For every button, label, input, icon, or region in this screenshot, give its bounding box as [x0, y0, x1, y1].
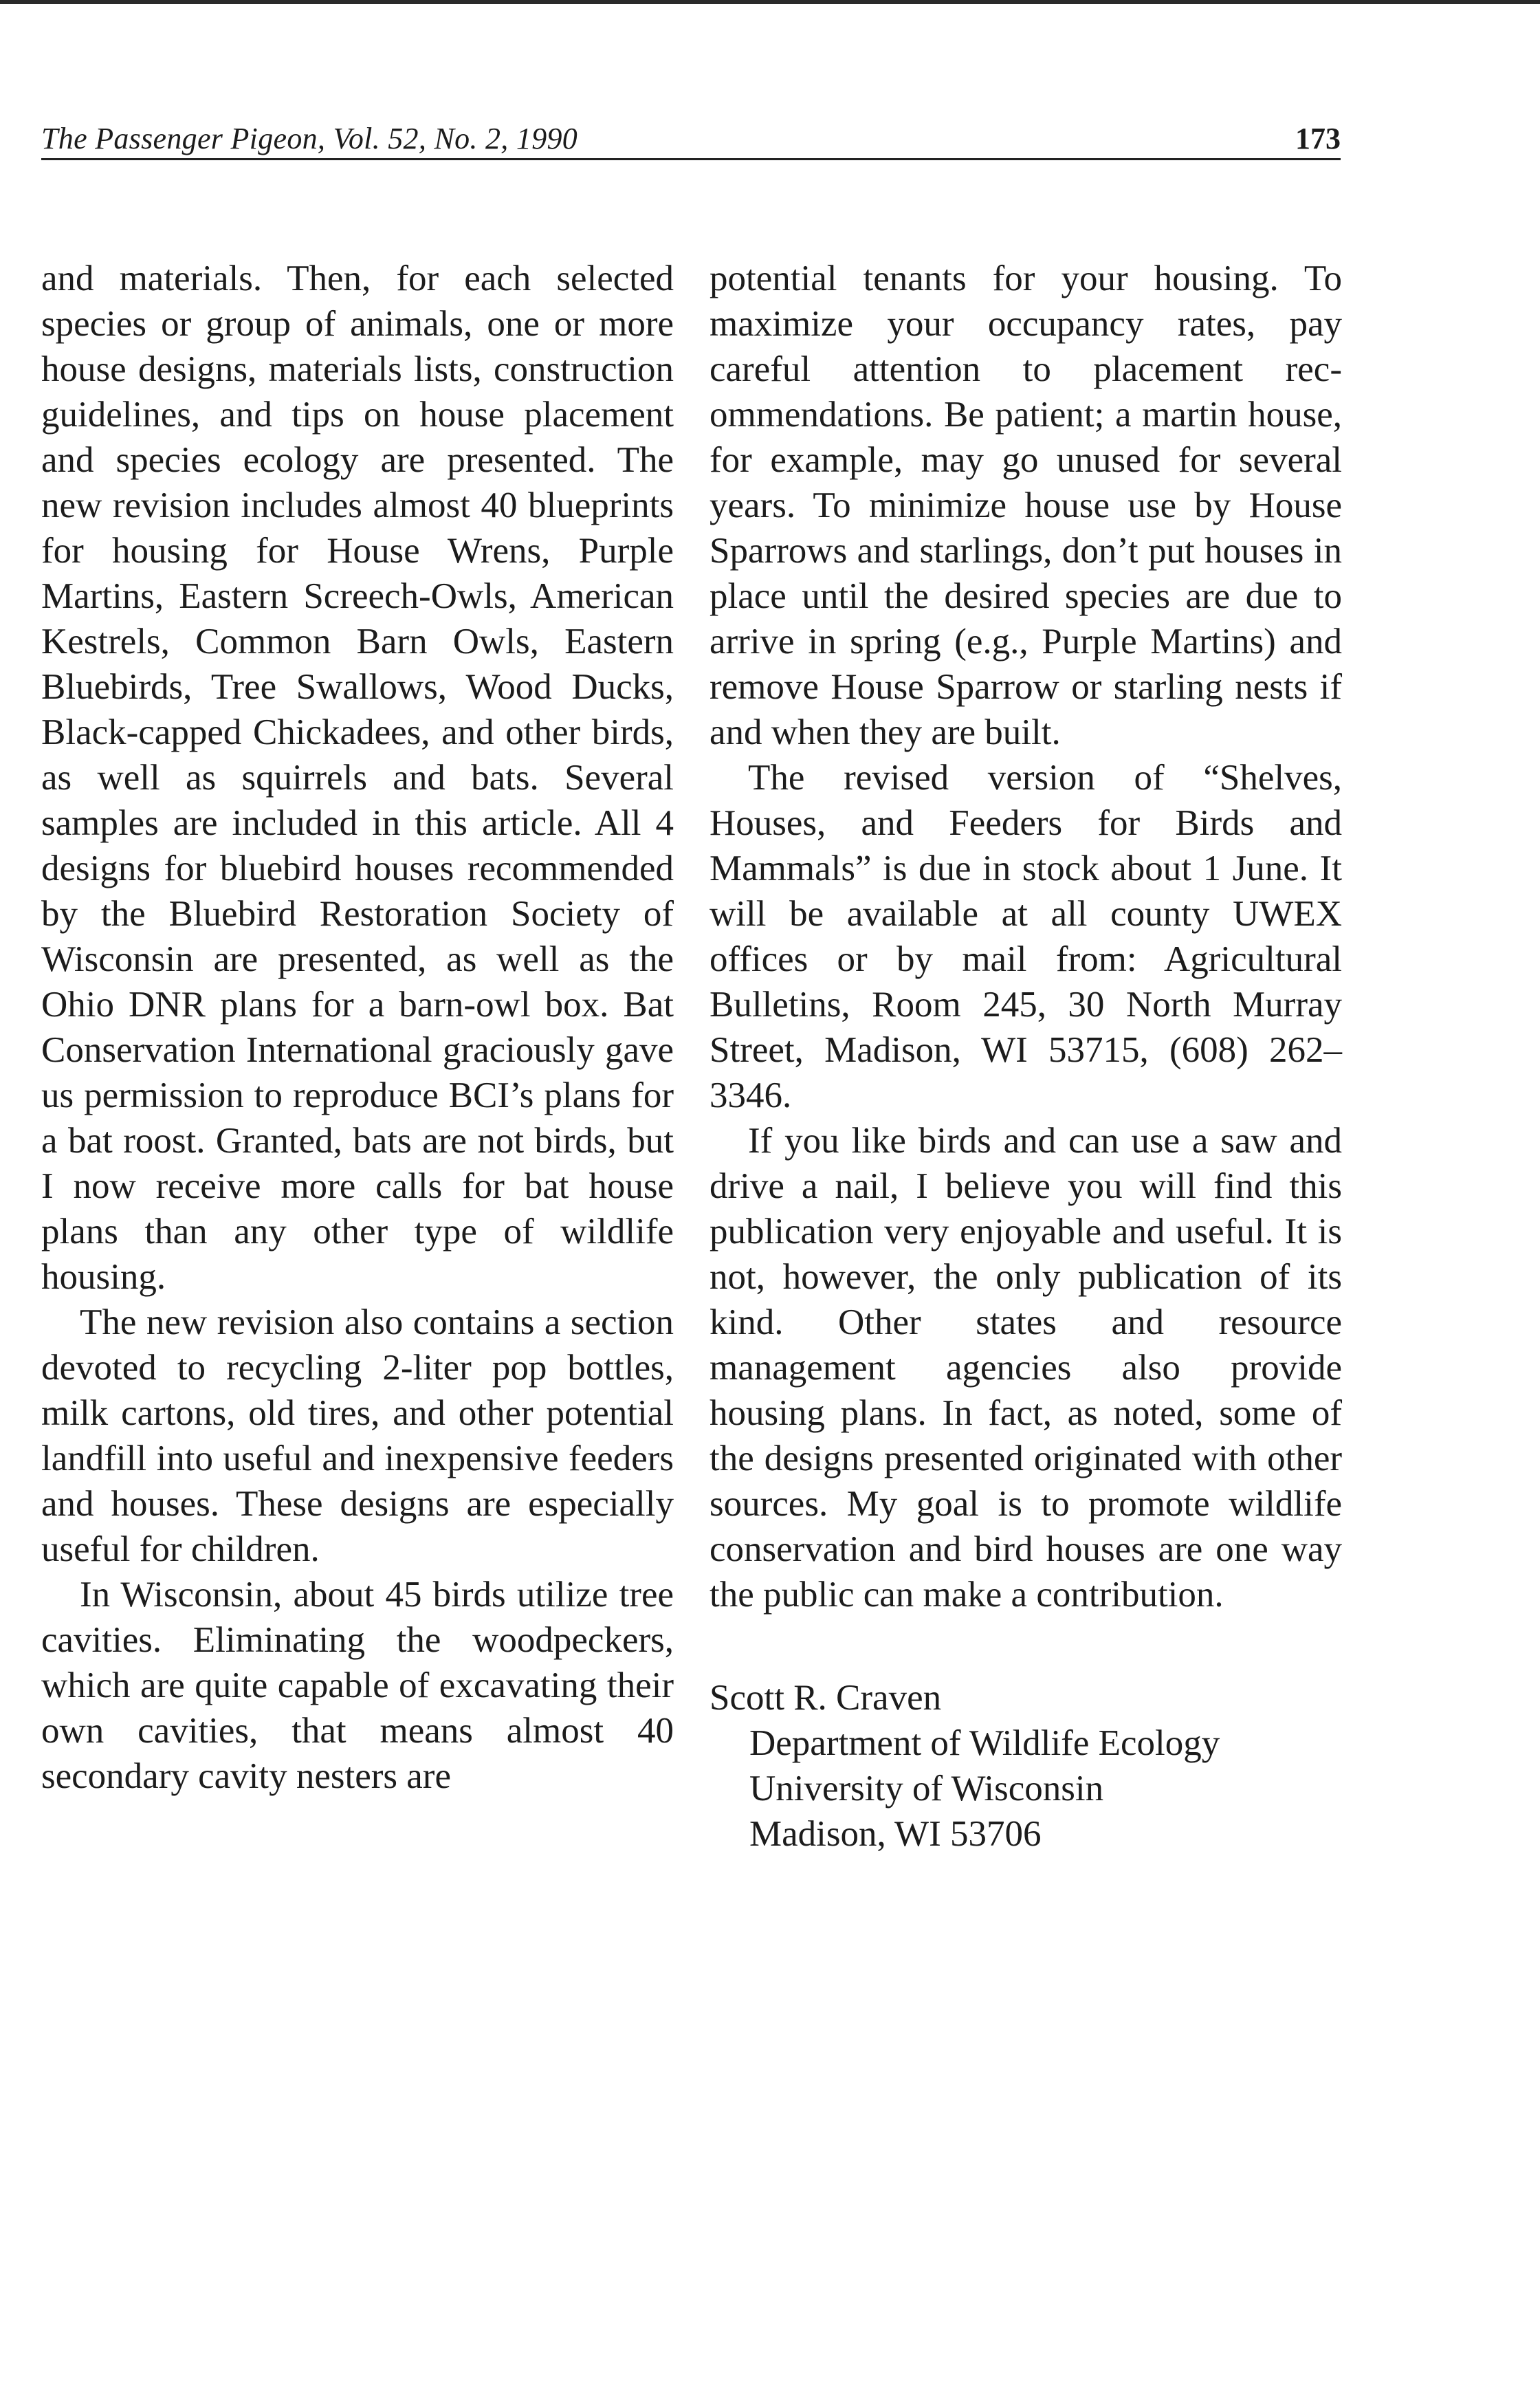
paragraph-recycling: The new revision also contains a section devoted to recycling 2-liter pop bottles, milk cartons, old tires, and other potential landfill into useful and inexpensive feeders and houses. These designs are especially useful for children.	[41, 1302, 674, 1569]
paragraph-revised-version: The revised version of “Shelves, Houses, and Feeders for Birds and Mammals” is due in stock about 1 June. It will be available at all county UWEX offices or by mail from: Agricultural Bulletins, Room 245, 30 North Murray Street, Madison, WI 53715, (608) 262–3346.	[710, 758, 1342, 1115]
paragraph-tenants: potential tenants for your housing. To maximize your occupancy rates, pay careful attention to placement recommendations. Be patient; a martin house, for example, may go unused for several years. To minimize house use by House Sparrows and starlings, don’t put houses in place until the desired species are due to arrive in spring (e.g., Purple Martins) and remove House Sparrow or starling nests if and when they are built.	[710, 259, 1342, 752]
author-department: Department of Wildlife Ecology	[749, 1723, 1220, 1763]
paragraph-tree-cavities: In Wisconsin, about 45 birds utilize tree cavities. Eliminating the woodpeckers, which are quite capable of excavating their own cavities, that means almost 40 secondary cavity nesters are	[41, 1575, 674, 1796]
author-name: Scott R. Craven	[710, 1678, 942, 1718]
page-number: 173	[1295, 122, 1341, 155]
author-signature	[710, 1675, 1342, 1857]
author-university: University of Wisconsin	[749, 1769, 1104, 1809]
left-column	[41, 256, 674, 1799]
journal-title: The Passenger Pigeon, Vol. 52, No. 2, 1990	[41, 122, 578, 155]
paragraph-conclusion: If you like birds and can use a saw and drive a nail, I believe you will find this publication very enjoyable and useful. It is not, however, the only publication of its kind. Other states and resource management agencies also provide housing plans. In fact, as noted, some of the designs presented originated with other sources. My goal is to promote wildlife conservation and bird houses are one way the public can make a contribution.	[710, 1121, 1342, 1615]
paragraph-materials: and materials. Then, for each selected species or group of animals, one or more house designs, materials lists, construction guidelines, and tips on house placement and species ecology are presented. The new revision includes almost 40 blueprints for housing for House Wrens, Purple Martins, Eastern Screech-Owls, American Kestrels, Common Barn Owls, Eastern Bluebirds, Tree Swallows, Wood Ducks, Black-capped Chickadees, and other birds, as well as squirrels and bats. Several samples are included in this article. All 4 designs for bluebird houses recommended by the Bluebird Restoration Society of Wisconsin are presented, as well as the Ohio DNR plans for a barn-owl box. Bat Conservation International graciously gave us permission to reproduce BCI’s plans for a bat roost. Granted, bats are not birds, but I now receive more calls for bat house plans than any other type of wildlife housing.	[41, 259, 674, 1297]
top-border-rule	[0, 0, 1540, 4]
running-head	[41, 110, 1341, 160]
right-column	[710, 256, 1342, 1857]
author-address: Madison, WI 53706	[749, 1814, 1042, 1854]
